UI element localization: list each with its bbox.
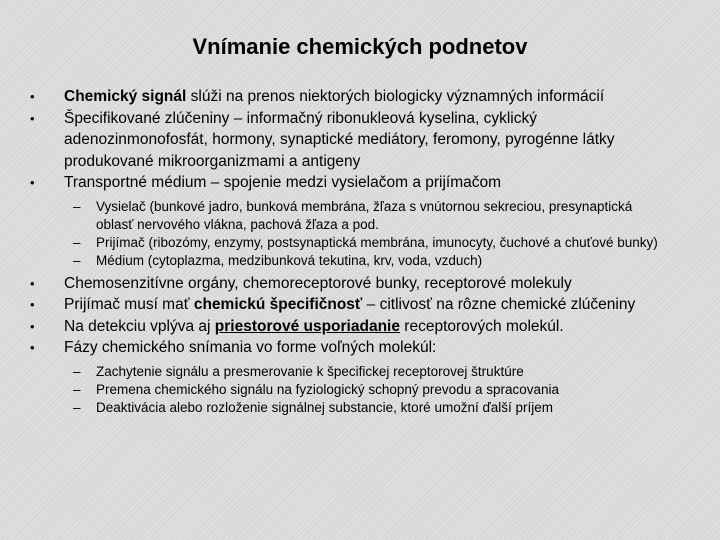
bullet-item	[0, 316, 664, 338]
dash-icon: –	[73, 381, 81, 397]
bullet-item	[0, 294, 664, 316]
sub-text: Deaktivácia alebo rozloženie signálnej substancie, ktoré umožní ďalší príjem	[96, 399, 554, 415]
bullet-text: – citlivosť na rôzne chemické zlúčeniny	[362, 296, 636, 313]
bullet-text: Prijímač musí mať	[64, 296, 194, 313]
sub-text: Vysielač (bunkové jadro, bunková membrána, žľaza s vnútornou sekreciou, presynaptická oblasť nervového vlákna, pachová žľaza a pod.	[96, 198, 633, 232]
dash-icon: –	[73, 198, 81, 214]
sub-item	[0, 252, 662, 270]
dash-icon: –	[73, 234, 81, 250]
bullet-text: Fázy chemického snímania vo forme voľných molekúl:	[64, 339, 437, 356]
bullet-icon: •	[30, 340, 35, 355]
sub-item	[0, 234, 662, 252]
bullet-text: Na detekciu vplýva aj	[64, 317, 215, 335]
bullet-item	[0, 108, 664, 173]
bullet-icon: •	[30, 175, 35, 190]
bullet-item	[0, 172, 664, 194]
dash-icon: –	[73, 252, 81, 268]
sub-text: Zachytenie signálu a presmerovanie k špecifickej receptorovej štruktúre	[96, 363, 524, 379]
bold-term: Chemický signál	[64, 88, 187, 105]
bullet-text: Chemosenzitívne orgány, chemoreceptorové bunky, receptorové molekuly	[64, 274, 572, 292]
sub-item	[0, 399, 662, 417]
slide-title: Vnímanie chemických podnetov	[192, 34, 528, 59]
bullet-text: Špecifikované zlúčeniny – informačný ribonukleová kyselina, cyklický adenozinmonofosfát, hormony, synaptické mediátory, feromony, pyrogénne látky produkované mikroorganizmami a antigeny	[64, 109, 615, 170]
bullet-item	[0, 86, 664, 108]
bullet-icon: •	[30, 297, 35, 312]
bullet-item	[0, 273, 664, 295]
dash-icon: –	[73, 363, 81, 379]
bullet-item	[0, 337, 664, 359]
slide-body	[0, 86, 720, 417]
bullet-icon: •	[30, 318, 35, 334]
bullet-icon: •	[30, 275, 35, 291]
bullet-text: receptorových molekúl.	[399, 317, 564, 335]
bullet-text: Transportné médium – spojenie medzi vysielačom a prijímačom	[64, 174, 502, 191]
sub-text: Premena chemického signálu na fyziologický schopný prevodu a spracovania	[96, 381, 560, 397]
sub-text: Médium (cytoplazma, medzibunková tekutina, krv, voda, vzduch)	[96, 252, 483, 268]
bullet-text: slúži na prenos niektorých biologicky významných informácií	[186, 88, 605, 105]
bullet-icon: •	[30, 110, 35, 126]
sub-item	[0, 381, 662, 399]
bold-term: chemickú špecifičnosť	[193, 296, 363, 313]
sub-item	[0, 198, 662, 234]
bold-underlined-term: priestorové usporiadanie	[214, 317, 400, 335]
dash-icon: –	[73, 399, 81, 415]
bullet-icon: •	[30, 89, 35, 104]
sub-item	[0, 363, 662, 381]
sub-text: Prijímač (ribozómy, enzymy, postsynaptická membrána, imunocyty, čuchové a chuťové bunky)	[96, 234, 658, 250]
